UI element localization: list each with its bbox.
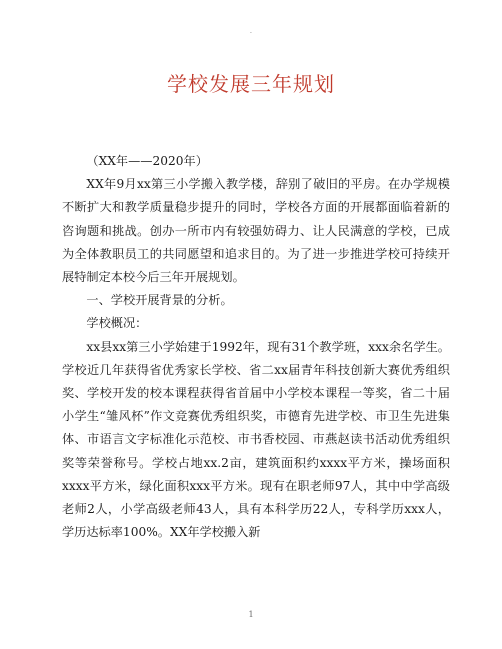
paragraph-overview: xx县xx第三小学始建于1992年，现有31个教学班，xxx余名学生。学校近几年获得省优秀家长学校、省二xx届青年科技创新大赛优秀组织奖、学校开发的校本课程获得省首届中小学校本课程一等奖，省二十届小学生“雏风杯”作文竞赛优秀组织奖，市德育先进学校、市卫生先进集体、市语言文字标准化示范校、市书香校园、市燕赵读书活动优秀组织奖等荣誉称号。学校占地xx.2亩，建筑面积约xxxx平方米，操场面积xxxx平方米，绿化面积xxx平方米。现有在职老师97人，其中中学高级老师2人，小学高级老师43人，具有本科学历22人，专科学历xxx人，学历达标率100%。XX年学校搬入新 [62, 339, 450, 540]
document-body [62, 150, 450, 544]
section-heading: 一、学校开展背景的分析。 [86, 293, 233, 308]
subsection-heading: 学校概况： [86, 316, 148, 331]
document-title: 学校发展三年规划 [167, 72, 335, 96]
document-subtitle: （XX年——2020年） [86, 154, 208, 168]
page-number: 1 [248, 610, 254, 619]
header-mark: . [250, 28, 252, 35]
paragraph-intro: XX年9月xx第三小学搬入教学楼，辞别了破旧的平房。在办学规模不断扩大和教学质量稳步提升的同时，学校各方面的开展都面临着新的咨询题和挑战。创办一所市内有较强妨碍力、让人民满意的学校，已成为全体教职员工的共同愿望和追求目的。为了进一步推进学校可持续开展特制定本校今后三年开展规划。 [62, 177, 450, 285]
